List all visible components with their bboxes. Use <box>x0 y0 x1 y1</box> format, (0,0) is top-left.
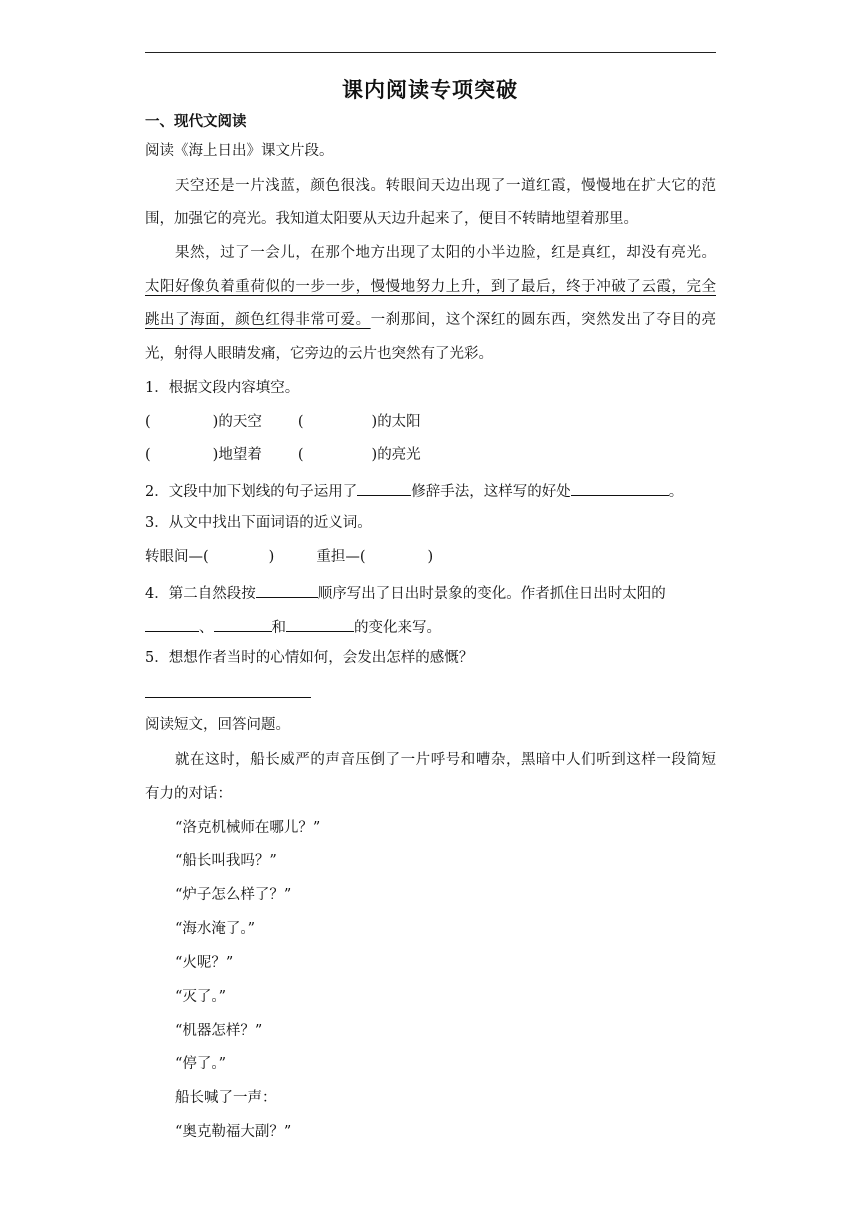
q4-text-e: 的变化来写。 <box>354 620 441 636</box>
q2-text-b: 修辞手法，这样写的好处 <box>411 484 571 500</box>
open-paren: ( <box>145 414 151 430</box>
underlined-sentence-end: 跳出了海面，颜色红得非常可爱。 <box>145 312 371 328</box>
section-heading: 一、现代文阅读 <box>145 114 247 130</box>
question-5: 5．想想作者当时的心情如何，会发出怎样的感慨？ <box>145 650 474 666</box>
page-title: 课内阅读专项突破 <box>342 78 518 102</box>
open-paren: ( <box>145 447 151 463</box>
dialog-line: “奥克勒福大副？” <box>175 1124 292 1140</box>
dialog-line: “炉子怎么样了？” <box>175 887 292 903</box>
dialog-line: “机器怎样？” <box>175 1023 263 1039</box>
q4-text-b: 顺序写出了日出时景象的变化。作者抓住日出时太阳的 <box>317 586 666 602</box>
question-3: 3．从文中找出下面词语的近义词。 <box>145 515 372 531</box>
answer-blank[interactable] <box>357 479 411 496</box>
close-paren: ) <box>427 549 434 565</box>
q3-b-label: 重担—( <box>316 549 366 565</box>
answer-blank[interactable] <box>571 479 669 496</box>
close-paren: ) <box>212 414 219 430</box>
question-1: 1．根据文段内容填空。 <box>145 380 300 396</box>
close-paren: ) <box>371 447 378 463</box>
question-4-line1 <box>145 581 666 604</box>
q1-row1 <box>145 412 421 432</box>
answer-blank[interactable] <box>214 615 272 632</box>
passage-p2-line3 <box>145 310 716 330</box>
reading-intro: 阅读《海上日出》课文片段。 <box>145 143 334 159</box>
header-rule <box>145 52 716 53</box>
question-4-line2 <box>145 615 441 638</box>
answer-blank[interactable] <box>256 581 318 598</box>
q4-text-a: 4．第二自然段按 <box>145 586 256 602</box>
q1-c-label: 地望着 <box>218 447 262 463</box>
q1-a-label: 的天空 <box>218 414 262 430</box>
passage-p2-line2-underlined: 太阳好像负着重荷似的一步一步，慢慢地努力上升，到了最后，终于冲破了云霞，完全 <box>145 279 716 295</box>
close-paren: ) <box>212 447 219 463</box>
q1-b-label: 的太阳 <box>377 414 421 430</box>
dialog-line: 船长喊了一声： <box>175 1090 277 1106</box>
q1-d-label: 的亮光 <box>377 447 421 463</box>
q3-a-label: 转眼间—( <box>145 549 209 565</box>
q1-row2 <box>145 445 421 465</box>
passage-p1-line1: 天空还是一片浅蓝，颜色很浅。转眼间天边出现了一道红霞，慢慢地在扩大它的范 <box>175 178 716 194</box>
passage-p2-line3-rest: 一刹那间，这个深红的圆东西，突然发出了夺目的亮 <box>370 312 716 328</box>
answer-line[interactable] <box>145 697 311 698</box>
close-paren: ) <box>268 549 275 565</box>
dialog-line: “火呢？” <box>175 955 234 971</box>
q4-text-c: 、 <box>199 620 214 636</box>
reading-intro-2: 阅读短文，回答问题。 <box>145 717 290 733</box>
close-paren: ) <box>371 414 378 430</box>
q4-text-d: 和 <box>271 620 286 636</box>
passage-p1-line2: 围，加强它的亮光。我知道太阳要从天边升起来了，便目不转睛地望着那里。 <box>145 211 638 227</box>
dialog-line: “海水淹了。” <box>175 921 256 937</box>
passage-p2-line4: 光，射得人眼睛发痛，它旁边的云片也突然有了光彩。 <box>145 346 493 362</box>
passage2-line2: 有力的对话： <box>145 786 232 802</box>
dialog-line: “灭了。” <box>175 989 227 1005</box>
passage2-line1: 就在这时，船长威严的声音压倒了一片呼号和嘈杂，黑暗中人们听到这样一段简短 <box>175 752 716 768</box>
question-2 <box>145 479 683 502</box>
answer-blank[interactable] <box>286 615 354 632</box>
passage-p2-line1: 果然，过了一会儿，在那个地方出现了太阳的小半边脸，红是真红，却没有亮光。 <box>175 245 716 261</box>
q2-text-c: 。 <box>668 484 684 500</box>
answer-blank[interactable] <box>145 615 199 632</box>
open-paren: ( <box>297 447 304 463</box>
q2-text-a: 2．文段中加下划线的句子运用了 <box>145 484 358 500</box>
dialog-line: “洛克机械师在哪儿？” <box>175 820 321 836</box>
dialog-line: “船长叫我吗？” <box>175 853 277 869</box>
dialog-line: “停了。” <box>175 1056 227 1072</box>
open-paren: ( <box>297 414 304 430</box>
q3-row <box>145 547 433 567</box>
